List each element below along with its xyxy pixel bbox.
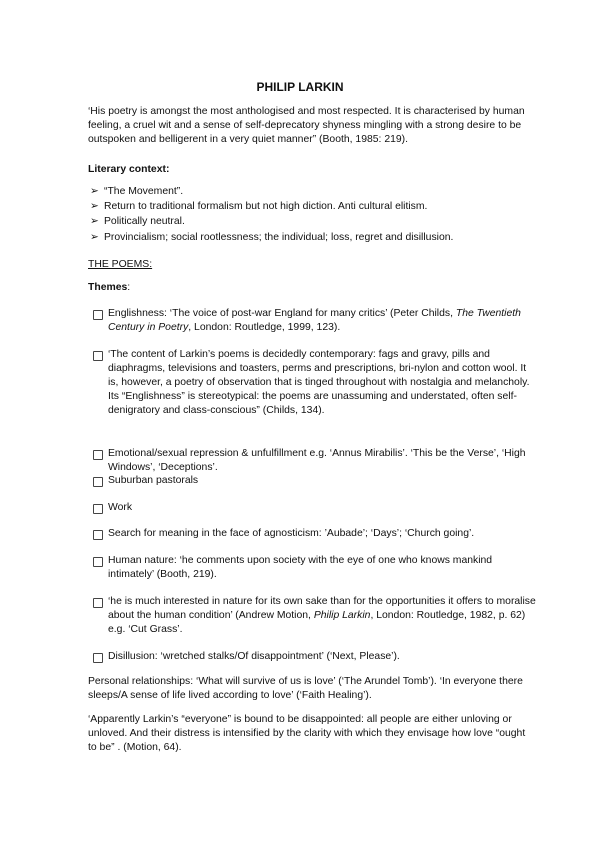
theme-item: [93, 595, 538, 637]
theme-text: ‘The content of Larkin’s poems is decidedly contemporary: fags and gravy, pills and diaphragms, televisions and toasters, perms and prescriptions, bri-nylon and cotton wool. It is, however, a poetry of observation that is tinged throughout with nostalgia and melancholy. Its “Englishness” is stereotypical: the poems are unassuming and understated, often self-denigratory and class-conscious” (Childs, 134).: [108, 349, 530, 416]
list-item-text: “The Movement”.: [104, 186, 184, 197]
intro-paragraph: ‘His poetry is amongst the most anthologised and most respected. It is characterised by human feeling, a cruel wit and a sense of self-deprecatory shyness mingling with a strong desire to be outspoken and belligerent in a very quiet manner” (Booth, 1985: 219).: [88, 106, 525, 145]
checkbox-icon[interactable]: [93, 477, 103, 487]
theme-item: [93, 501, 538, 515]
theme-item: [93, 554, 538, 582]
theme-text: Search for meaning in the face of agnosticism: ’Aubade’; ‘Days’; ‘Church going’.: [108, 528, 475, 539]
theme-text: Suburban pastorals: [108, 475, 199, 486]
book-title: Philip Larkin: [313, 610, 371, 621]
list-item: [90, 185, 524, 199]
checkbox-icon[interactable]: [93, 504, 103, 514]
checkbox-icon[interactable]: [93, 557, 103, 567]
list-item-text: Return to traditional formalism but not high diction. Anti cultural elitism.: [104, 201, 428, 212]
page-title: PHILIP LARKIN: [256, 80, 344, 94]
list-item: [90, 215, 524, 229]
colon: :: [127, 282, 131, 293]
theme-text: Human nature: ‘he comments upon society with the eye of one who knows mankind intimately’ (Booth, 219).: [108, 555, 493, 580]
theme-text: , London: Routledge, 1999, 123).: [188, 322, 341, 333]
theme-text: Emotional/sexual repression & unfulfillment e.g. ‘Annus Mirabilis’. ‘This be the Verse’, ‘High Windows’, ‘Deceptions’.: [108, 448, 526, 473]
checkbox-icon[interactable]: [93, 450, 103, 460]
checkbox-icon[interactable]: [93, 598, 103, 608]
list-item-text: Politically neutral.: [104, 216, 185, 227]
arrow-bullet-icon: ➢: [90, 216, 99, 227]
list-item-text: Provincialism; social rootlessness; the individual; loss, regret and disillusion.: [104, 232, 454, 243]
poems-heading: THE POEMS:: [88, 259, 153, 270]
personal-relationships-paragraph: Personal relationships: ‘What will survive of us is love’ (‘The Arundel Tomb’). ‘In everyone there sleeps/A sense of life lived according to love’ (‘Faith Healing’).: [88, 676, 523, 701]
theme-item: [93, 348, 538, 418]
theme-item: [93, 447, 538, 475]
book-title: The Twentieth Century in Poetry: [108, 308, 521, 333]
checkbox-icon[interactable]: [93, 310, 103, 320]
theme-text: Disillusion: ‘wretched stalks/Of disappointment’ (‘Next, Please’).: [108, 651, 400, 662]
checkbox-icon[interactable]: [93, 653, 103, 663]
checkbox-icon[interactable]: [93, 351, 103, 361]
literary-context-heading: Literary context:: [88, 164, 170, 175]
theme-item: [93, 474, 538, 488]
arrow-bullet-icon: ➢: [90, 201, 99, 212]
arrow-bullet-icon: ➢: [90, 232, 99, 243]
theme-item: [93, 650, 538, 664]
theme-text: , London: Routledge, 1982, p. 62) e.g. ‘Cut Grass’.: [108, 610, 526, 635]
theme-text: ‘he is much interested in nature for its own sake than for the opportunities it offers to moralise about the human condition’ (Andrew Motion,: [108, 596, 536, 621]
theme-text: Englishness: ‘The voice of post-war England for many critics’ (Peter Childs,: [108, 308, 456, 319]
theme-item: [93, 527, 538, 541]
themes-heading: [88, 281, 528, 295]
motion-quote-paragraph: ‘Apparently Larkin’s “everyone” is bound to be disappointed: all people are either unloving or unloved. And their distress is intensified by the clarity with which they envisage how love “ought to be” . (Motion, 64).: [88, 714, 526, 753]
list-item: [90, 200, 524, 214]
themes-heading-text: Themes: [88, 282, 128, 293]
list-item: [90, 231, 524, 245]
arrow-bullet-icon: ➢: [90, 186, 99, 197]
checkbox-icon[interactable]: [93, 530, 103, 540]
theme-item: [93, 307, 538, 335]
theme-text: Work: [108, 502, 133, 513]
